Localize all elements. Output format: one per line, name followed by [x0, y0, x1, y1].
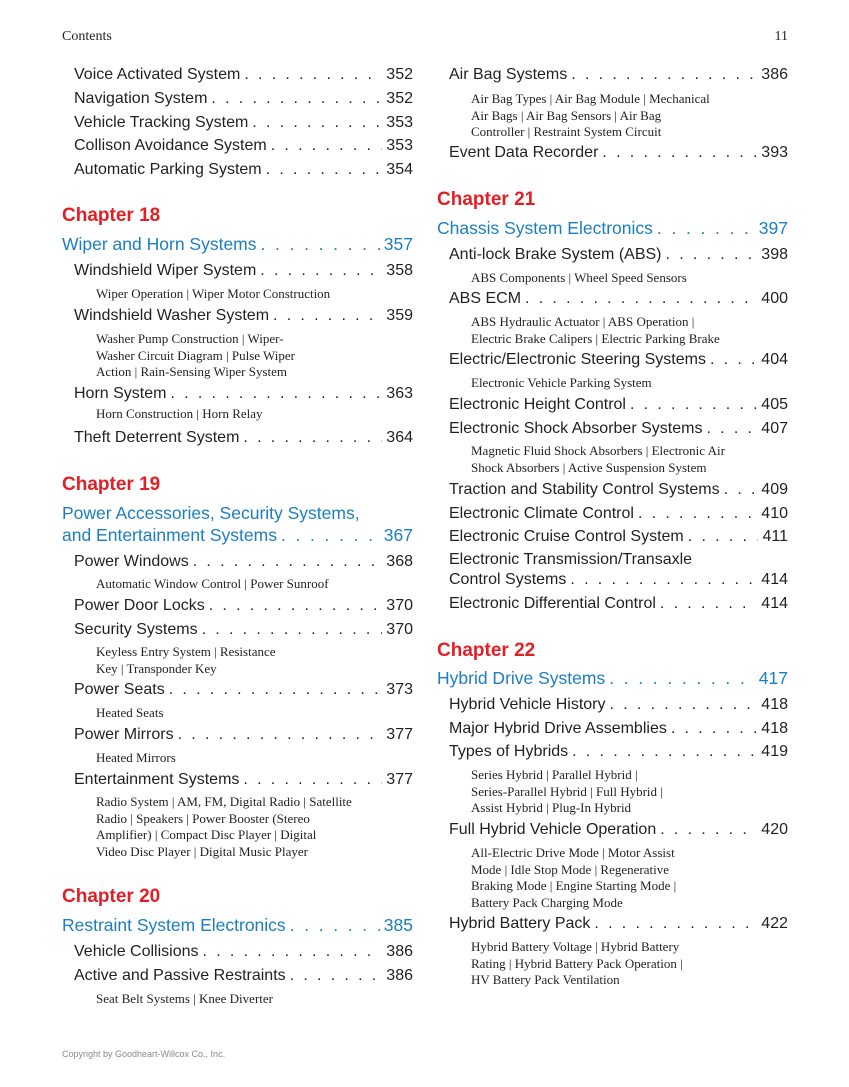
dot-leader — [202, 621, 383, 639]
toc-chapter-title-line[interactable]: Power Accessories, Security Systems, — [62, 503, 360, 523]
entry-title: Automatic Parking System — [74, 161, 262, 178]
subtopic-line: Key | Transponder Key — [96, 660, 217, 676]
dot-leader — [570, 571, 757, 589]
entry-page-number: 357 — [383, 234, 413, 254]
dot-leader — [193, 553, 383, 571]
subtopic-line: Keyless Entry System | Resistance — [96, 644, 276, 659]
entry-title: Types of Hybrids — [449, 743, 569, 760]
dot-leader — [571, 66, 757, 84]
toc-subtopics — [96, 406, 263, 423]
dot-leader — [178, 726, 383, 744]
entry-page-number: 419 — [761, 743, 788, 760]
toc-section-entry[interactable] — [449, 420, 788, 438]
entry-page-number: 367 — [383, 525, 413, 545]
entry-page-number: 418 — [761, 720, 788, 737]
toc-subtopics — [96, 644, 276, 677]
dot-leader — [602, 144, 757, 162]
toc-section-entry[interactable] — [449, 351, 788, 369]
dot-leader — [724, 481, 758, 499]
subtopic-line: Seat Belt Systems | Knee Diverter — [96, 991, 273, 1006]
dot-leader — [243, 429, 382, 447]
entry-page-number: 353 — [386, 137, 413, 154]
entry-title: Hybrid Battery Pack — [449, 915, 591, 932]
entry-page-number: 420 — [761, 821, 788, 838]
entry-page-number: 370 — [386, 621, 413, 638]
subtopic-line: Assist Hybrid | Plug-In Hybrid — [471, 800, 632, 816]
subtopic-line: Automatic Window Control | Power Sunroof — [96, 576, 329, 591]
toc-section-entry[interactable] — [449, 571, 788, 589]
subtopic-line: ABS Hydraulic Actuator | ABS Operation | — [471, 314, 695, 329]
entry-page-number: 377 — [386, 726, 413, 743]
dot-leader — [706, 420, 757, 438]
entry-title: Windshield Wiper System — [74, 262, 257, 279]
entry-page-number: 400 — [761, 290, 788, 307]
toc-section-entry[interactable] — [74, 429, 413, 447]
entry-page-number: 422 — [761, 915, 788, 932]
subtopic-line: ABS Components | Wheel Speed Sensors — [471, 270, 687, 285]
entry-title: Electronic Climate Control — [449, 505, 634, 522]
entry-title: Chassis System Electronics — [437, 218, 653, 238]
toc-section-entry[interactable] — [74, 553, 413, 571]
entry-title: Hybrid Vehicle History — [449, 696, 606, 713]
entry-title: Entertainment Systems — [74, 771, 240, 788]
subtopic-line: Heated Mirrors — [96, 750, 176, 765]
chapter-heading: Chapter 19 — [62, 474, 161, 495]
subtopic-line: Battery Pack Charging Mode — [471, 895, 623, 911]
toc-section-entry[interactable] — [74, 161, 413, 179]
entry-page-number: 418 — [761, 696, 788, 713]
subtopic-line: Series Hybrid | Parallel Hybrid | — [471, 767, 638, 782]
entry-title: Power Windows — [74, 553, 189, 570]
dot-leader — [666, 246, 758, 264]
toc-section-entry[interactable] — [449, 720, 788, 738]
dot-leader — [630, 396, 757, 414]
entry-title: Navigation System — [74, 90, 208, 107]
dot-leader — [169, 681, 383, 699]
toc-subtopics — [96, 705, 164, 722]
subtopic-line: Amplifier) | Compact Disc Player | Digital — [96, 827, 317, 843]
toc-chapter-title-entry[interactable] — [62, 525, 413, 546]
entry-title: Windshield Washer System — [74, 307, 270, 324]
toc-section-entry[interactable] — [449, 528, 788, 546]
entry-page-number: 359 — [386, 307, 413, 324]
dot-leader — [660, 821, 757, 839]
dot-leader — [243, 771, 382, 789]
dot-leader — [710, 351, 757, 369]
toc-section-entry[interactable] — [449, 290, 788, 308]
entry-title: Electronic Cruise Control System — [449, 528, 684, 545]
subtopic-line: Heated Seats — [96, 705, 164, 720]
entry-title: Electronic Height Control — [449, 396, 626, 413]
dot-leader — [281, 525, 380, 546]
subtopic-line: Washer Pump Construction | Wiper- — [96, 331, 284, 346]
entry-page-number: 407 — [761, 420, 788, 437]
entry-title: ABS ECM — [449, 290, 522, 307]
entry-title: Full Hybrid Vehicle Operation — [449, 821, 657, 838]
toc-subtopics — [471, 314, 720, 347]
entry-title: Theft Deterrent System — [74, 429, 240, 446]
subtopic-line: Magnetic Fluid Shock Absorbers | Electronic Air — [471, 443, 725, 458]
toc-subtopics — [471, 767, 663, 817]
entry-page-number: 409 — [761, 481, 788, 498]
toc-section-entry[interactable] — [449, 481, 788, 499]
entry-title: Horn System — [74, 385, 167, 402]
toc-chapter-title-entry[interactable] — [437, 218, 788, 239]
toc-subtopics — [96, 794, 352, 861]
toc-section-entry[interactable] — [449, 915, 788, 933]
subtopic-line: HV Battery Pack Ventilation — [471, 972, 620, 988]
entry-page-number: 414 — [761, 571, 788, 588]
entry-title: Collison Avoidance System — [74, 137, 267, 154]
chapter-heading: Chapter 20 — [62, 886, 161, 907]
subtopic-line: Washer Circuit Diagram | Pulse Wiper — [96, 347, 295, 363]
toc-section-entry[interactable] — [449, 595, 788, 613]
toc-section-entry[interactable] — [74, 621, 413, 639]
toc-section-entry[interactable] — [74, 385, 413, 403]
dot-leader — [209, 597, 383, 615]
toc-subtopics — [96, 576, 329, 593]
toc-section-title-line[interactable]: Electronic Transmission/Transaxle — [449, 551, 693, 568]
entry-page-number: 386 — [761, 66, 788, 83]
subtopic-line: Rating | Hybrid Battery Pack Operation | — [471, 955, 683, 971]
entry-page-number: 358 — [386, 262, 413, 279]
entry-page-number: 404 — [761, 351, 788, 368]
toc-section-entry[interactable] — [449, 396, 788, 414]
toc-subtopics — [471, 375, 652, 392]
dot-leader — [572, 743, 757, 761]
dot-leader — [594, 915, 757, 933]
dot-leader — [657, 218, 755, 239]
entry-page-number: 370 — [386, 597, 413, 614]
dot-leader — [266, 161, 383, 179]
toc-section-entry[interactable] — [449, 505, 788, 523]
entry-page-number: 393 — [761, 144, 788, 161]
entry-title: Vehicle Collisions — [74, 943, 199, 960]
entry-title: Electronic Differential Control — [449, 595, 656, 612]
toc-section-entry[interactable] — [74, 262, 413, 280]
toc-section-entry[interactable] — [74, 943, 413, 961]
toc-subtopics — [96, 331, 295, 381]
subtopic-line: Air Bags | Air Bag Sensors | Air Bag — [471, 107, 662, 123]
toc-section-entry[interactable] — [74, 90, 413, 108]
dot-leader — [290, 967, 383, 985]
subtopic-line: Radio System | AM, FM, Digital Radio | Satellite — [96, 794, 352, 809]
entry-title: Power Seats — [74, 681, 165, 698]
entry-page-number: 368 — [386, 553, 413, 570]
dot-leader — [260, 262, 382, 280]
entry-page-number: 397 — [758, 218, 788, 238]
toc-section-entry[interactable] — [449, 66, 788, 84]
entry-title: Air Bag Systems — [449, 66, 568, 83]
dot-leader — [688, 528, 759, 546]
toc-section-entry[interactable] — [74, 771, 413, 789]
toc-section-entry[interactable] — [449, 743, 788, 761]
subtopic-line: Mode | Idle Stop Mode | Regenerative — [471, 861, 669, 877]
entry-title: Control Systems — [449, 571, 567, 588]
toc-subtopics — [96, 750, 176, 767]
subtopic-line: Shock Absorbers | Active Suspension System — [471, 459, 707, 475]
dot-leader — [271, 137, 383, 155]
toc-subtopics — [471, 443, 725, 476]
subtopic-line: All-Electric Drive Mode | Motor Assist — [471, 845, 675, 860]
entry-title: Electronic Shock Absorber Systems — [449, 420, 703, 437]
entry-page-number: 352 — [386, 66, 413, 83]
subtopic-line: Wiper Operation | Wiper Motor Construction — [96, 286, 331, 301]
entry-page-number: 373 — [386, 681, 413, 698]
subtopic-line: Hybrid Battery Voltage | Hybrid Battery — [471, 939, 680, 954]
entry-title: Electric/Electronic Steering Systems — [449, 351, 706, 368]
dot-leader — [610, 696, 758, 714]
toc-subtopics — [471, 939, 683, 989]
entry-title: Anti-lock Brake System (ABS) — [449, 246, 662, 263]
dot-leader — [273, 307, 382, 325]
entry-title: Vehicle Tracking System — [74, 114, 249, 131]
toc-section-entry[interactable] — [74, 114, 413, 132]
entry-page-number: 363 — [386, 385, 413, 402]
dot-leader — [170, 385, 382, 403]
dot-leader — [525, 290, 757, 308]
running-header-section: Contents — [62, 29, 112, 44]
subtopic-line: Radio | Speakers | Power Booster (Stereo — [96, 810, 310, 826]
dot-leader — [290, 915, 380, 936]
entry-title: Event Data Recorder — [449, 144, 599, 161]
entry-title: and Entertainment Systems — [62, 525, 277, 545]
toc-section-entry[interactable] — [449, 144, 788, 162]
toc-section-entry[interactable] — [74, 681, 413, 699]
dot-leader — [660, 595, 757, 613]
dot-leader — [261, 234, 380, 255]
toc-chapter-title-entry[interactable] — [62, 234, 413, 255]
toc-section-entry[interactable] — [449, 821, 788, 839]
entry-title: Voice Activated System — [74, 66, 241, 83]
dot-leader — [211, 90, 382, 108]
entry-page-number: 414 — [761, 595, 788, 612]
dot-leader — [203, 943, 383, 961]
entry-page-number: 364 — [386, 429, 413, 446]
chapter-heading: Chapter 22 — [437, 640, 536, 661]
toc-chapter-title-entry[interactable] — [62, 915, 413, 936]
entry-page-number: 353 — [386, 114, 413, 131]
toc-section-entry[interactable] — [449, 696, 788, 714]
subtopic-line: Controller | Restraint System Circuit — [471, 124, 662, 140]
toc-subtopics — [471, 270, 687, 287]
dot-leader — [244, 66, 382, 84]
entry-title: Major Hybrid Drive Assemblies — [449, 720, 667, 737]
entry-title: Active and Passive Restraints — [74, 967, 286, 984]
toc-section-entry[interactable] — [74, 726, 413, 744]
subtopic-line: Electric Brake Calipers | Electric Parking Brake — [471, 330, 720, 346]
chapter-heading: Chapter 18 — [62, 205, 161, 226]
entry-page-number: 410 — [761, 505, 788, 522]
entry-title: Hybrid Drive Systems — [437, 668, 606, 688]
dot-leader — [252, 114, 382, 132]
chapter-heading: Chapter 21 — [437, 189, 536, 210]
dot-leader — [638, 505, 757, 523]
entry-page-number: 352 — [386, 90, 413, 107]
subtopic-line: Series-Parallel Hybrid | Full Hybrid | — [471, 783, 663, 799]
entry-title: Restraint System Electronics — [62, 915, 286, 935]
toc-subtopics — [471, 91, 710, 141]
entry-title: Traction and Stability Control Systems — [449, 481, 720, 498]
entry-page-number: 377 — [386, 771, 413, 788]
toc-section-entry[interactable] — [74, 66, 413, 84]
dot-leader — [609, 668, 755, 689]
entry-page-number: 386 — [386, 967, 413, 984]
dot-leader — [671, 720, 757, 738]
subtopic-line: Horn Construction | Horn Relay — [96, 406, 263, 421]
toc-subtopics — [471, 845, 676, 912]
entry-page-number: 385 — [383, 915, 413, 935]
entry-page-number: 354 — [386, 161, 413, 178]
entry-title: Power Mirrors — [74, 726, 174, 743]
toc-section-entry[interactable] — [449, 246, 788, 264]
toc-subtopics — [96, 991, 273, 1008]
subtopic-line: Electronic Vehicle Parking System — [471, 375, 652, 390]
entry-title: Power Door Locks — [74, 597, 205, 614]
toc-section-entry[interactable] — [74, 137, 413, 155]
toc-subtopics — [96, 286, 330, 303]
subtopic-line: Action | Rain-Sensing Wiper System — [96, 364, 288, 380]
entry-page-number: 405 — [761, 396, 788, 413]
entry-title: Security Systems — [74, 621, 198, 638]
subtopic-line: Braking Mode | Engine Starting Mode | — [471, 878, 677, 894]
entry-page-number: 398 — [761, 246, 788, 263]
subtopic-line: Air Bag Types | Air Bag Module | Mechanical — [471, 91, 710, 106]
subtopic-line: Video Disc Player | Digital Music Player — [96, 844, 308, 860]
toc-section-entry[interactable] — [74, 597, 413, 615]
entry-page-number: 386 — [386, 943, 413, 960]
entry-page-number: 417 — [758, 668, 788, 688]
entry-page-number: 411 — [762, 528, 788, 545]
copyright-notice: Copyright by Goodheart-Willcox Co., Inc. — [62, 1049, 226, 1059]
toc-section-entry[interactable] — [74, 967, 413, 985]
toc-section-entry[interactable] — [74, 307, 413, 325]
toc-chapter-title-entry[interactable] — [437, 668, 788, 689]
entry-title: Wiper and Horn Systems — [62, 234, 257, 254]
page-number: 11 — [774, 29, 788, 44]
